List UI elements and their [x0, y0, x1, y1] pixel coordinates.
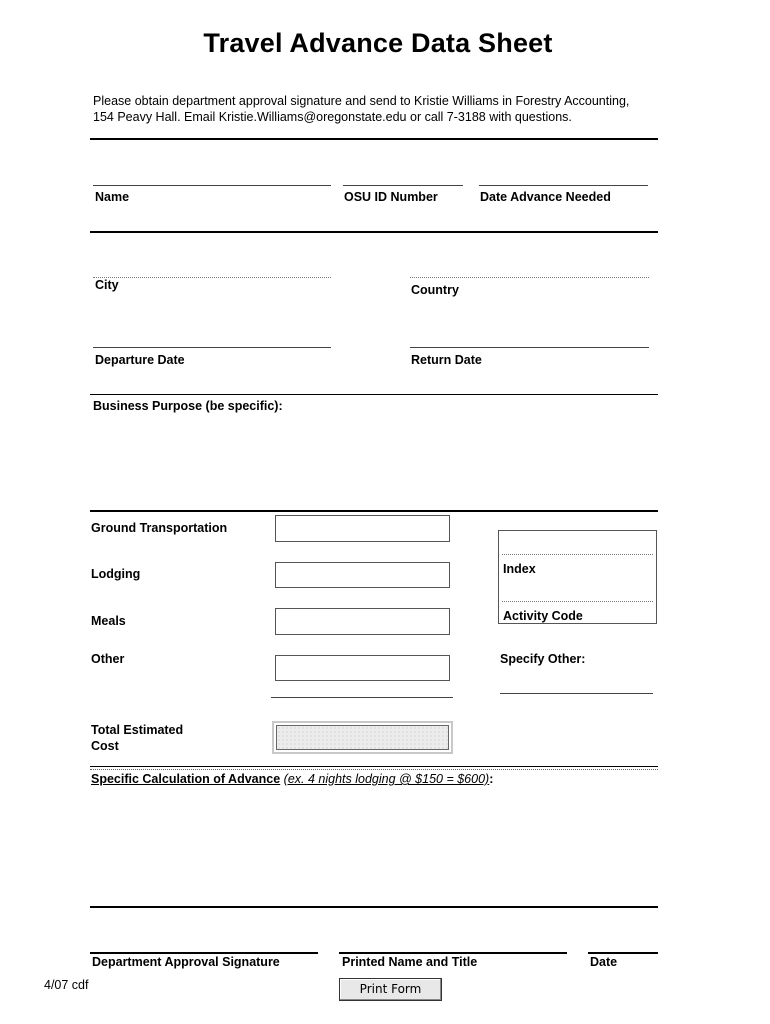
- name-label: Name: [95, 190, 130, 204]
- divider: [90, 510, 658, 512]
- specify-other-field[interactable]: [500, 693, 653, 694]
- calculation-title: Specific Calculation of Advance: [91, 772, 281, 786]
- instructions: [93, 93, 629, 125]
- departure-date-label: Departure Date: [95, 353, 185, 367]
- osu-id-label: OSU ID Number: [344, 190, 438, 204]
- calculation-colon: :: [489, 772, 494, 786]
- index-label: Index: [503, 562, 536, 576]
- ground-transportation-label: Ground Transportation: [91, 521, 228, 535]
- activity-code-field[interactable]: [502, 601, 653, 602]
- date-signature-field[interactable]: [588, 952, 658, 954]
- city-label: City: [95, 278, 119, 292]
- printed-name-field[interactable]: [339, 952, 567, 954]
- return-date-field[interactable]: [410, 347, 649, 348]
- departure-date-field[interactable]: [93, 347, 331, 348]
- print-form-button[interactable]: Print Form: [339, 978, 442, 1001]
- date-advance-needed-label: Date Advance Needed: [480, 190, 611, 204]
- return-date-label: Return Date: [411, 353, 482, 367]
- total-label-line-1: Total Estimated: [91, 723, 184, 737]
- meals-label: Meals: [91, 614, 126, 628]
- ground-transportation-input[interactable]: [275, 515, 450, 542]
- other-label: Other: [91, 652, 125, 666]
- activity-code-label: Activity Code: [503, 609, 583, 623]
- total-label-line-2: Cost: [91, 739, 119, 753]
- calculation-example: (ex. 4 nights lodging @ $150 = $600): [283, 772, 490, 786]
- instructions-line-1: Please obtain department approval signature and send to Kristie Williams in Forestry Accounting,: [93, 94, 630, 108]
- total-estimated-cost-field: [272, 721, 453, 754]
- city-field[interactable]: [93, 277, 331, 278]
- lodging-input[interactable]: [275, 562, 450, 588]
- specify-other-label: Specify Other:: [500, 652, 586, 666]
- divider: [90, 394, 658, 395]
- calculation-field[interactable]: [90, 792, 658, 902]
- name-field[interactable]: [93, 185, 331, 186]
- revision-note: 4/07 cdf: [44, 978, 89, 992]
- total-estimated-cost-label: [91, 722, 183, 754]
- approval-signature-field[interactable]: [90, 952, 318, 954]
- calculation-heading: [91, 772, 493, 786]
- total-field-inner: [276, 725, 449, 750]
- index-field[interactable]: [502, 554, 653, 555]
- divider: [90, 231, 658, 233]
- other-underline: [271, 697, 453, 698]
- meals-input[interactable]: [275, 608, 450, 635]
- country-label: Country: [411, 283, 459, 297]
- other-input[interactable]: [275, 655, 450, 681]
- printed-name-label: Printed Name and Title: [342, 955, 478, 969]
- divider: [90, 766, 658, 770]
- business-purpose-field[interactable]: [90, 418, 658, 508]
- instructions-line-2: 154 Peavy Hall. Email Kristie.Williams@oregonstate.edu or call 7-3188 with questions.: [93, 110, 572, 124]
- divider: [90, 138, 658, 140]
- country-field[interactable]: [410, 277, 649, 278]
- divider: [90, 906, 658, 908]
- osu-id-field[interactable]: [343, 185, 463, 186]
- business-purpose-label: Business Purpose (be specific):: [93, 399, 283, 413]
- approval-signature-label: Department Approval Signature: [92, 955, 280, 969]
- page-title: Travel Advance Data Sheet: [203, 28, 553, 58]
- date-label: Date: [590, 955, 618, 969]
- lodging-label: Lodging: [91, 567, 141, 581]
- date-advance-needed-field[interactable]: [479, 185, 648, 186]
